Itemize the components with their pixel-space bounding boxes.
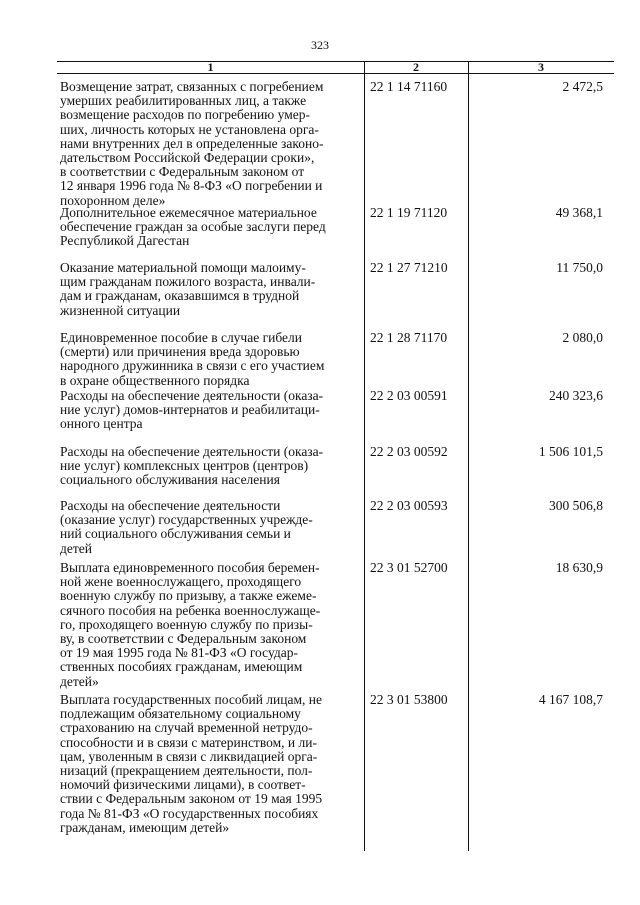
budget-code: 22 1 28 71170: [370, 330, 448, 345]
amount-value: 2 472,5: [562, 79, 603, 94]
description-line: умерших реабилитированных лиц, а также: [60, 93, 307, 109]
description-line: гражданам, имеющим детей»: [60, 819, 230, 835]
item-description: [60, 80, 360, 208]
table-header-rule: [57, 73, 614, 74]
budget-code: 22 1 27 71210: [370, 260, 448, 275]
item-description: [60, 206, 360, 249]
description-line: ших, личность которых не установлена орга-: [60, 121, 319, 137]
description-line: обеспечение граждан за особые заслуги перед: [60, 219, 326, 235]
description-line: го, проходящего военную службу по призы-: [60, 616, 313, 632]
description-line: детей»: [60, 673, 99, 689]
amount-value: 240 323,6: [549, 388, 603, 403]
description-line: низаций (прекращением деятельности, пол-: [60, 763, 313, 779]
description-line: ственных пособиях гражданам, имеющим: [60, 659, 303, 675]
description-line: Возмещение затрат, связанных с погребением: [60, 79, 324, 94]
budget-code: 22 1 14 71160: [370, 79, 448, 94]
description-line: способности и в связи с материнством, и ли-: [60, 734, 317, 750]
amount-value: 1 506 101,5: [538, 444, 603, 459]
amount-value: 49 368,1: [555, 205, 603, 220]
budget-code: 22 3 01 52700: [370, 560, 448, 575]
description-line: возмещение расходов по погребению умер-: [60, 107, 310, 123]
budget-code: 22 2 03 00593: [370, 498, 448, 513]
amount-value: 11 750,0: [556, 260, 603, 275]
description-line: социального обслуживания населения: [60, 472, 280, 488]
description-line: в соответствии с Федеральным законом от: [60, 164, 305, 180]
amount-value: 18 630,9: [555, 560, 603, 575]
column-divider-1: [364, 61, 365, 851]
description-line: подлежащим обязательному социальному: [60, 706, 301, 722]
description-line: цам, уволенным в связи с ликвидацией орга-: [60, 748, 318, 764]
description-line: ной жене военнослужащего, проходящего: [60, 574, 302, 590]
item-description: [60, 693, 360, 835]
description-line: сячного пособия на ребенка военнослужаще-: [60, 602, 321, 618]
description-line: Расходы на обеспечение деятельности (оказа-: [60, 388, 324, 403]
amount-value: 4 167 108,7: [538, 692, 603, 707]
description-line: Выплата государственных пособий лицам, не: [60, 692, 322, 707]
description-line: Единовременное пособие в случае гибели: [60, 330, 302, 345]
description-line: детей: [60, 540, 92, 556]
amount-value: 2 080,0: [562, 330, 603, 345]
description-line: Оказание материальной помощи малоиму-: [60, 260, 306, 275]
description-line: года № 81-ФЗ «О государственных пособиях: [60, 805, 319, 821]
budget-code: 22 3 01 53800: [370, 692, 448, 707]
item-description: [60, 331, 360, 388]
description-line: онного центра: [60, 416, 143, 432]
description-line: дам и гражданам, оказавшимся в трудной: [60, 288, 300, 304]
column-header-1: 1: [207, 60, 214, 74]
description-line: Расходы на обеспечение деятельности (оказа-: [60, 444, 324, 459]
description-line: щим гражданам пожилого возраста, инвали-: [60, 274, 316, 290]
budget-code: 22 1 19 71120: [370, 205, 448, 220]
column-header-3: 3: [538, 60, 544, 74]
description-line: в охране общественного порядка: [60, 372, 250, 388]
amount-value: 300 506,8: [549, 498, 603, 513]
description-line: ствии с Федеральным законом от 19 мая 1995: [60, 791, 323, 807]
budget-code: 22 2 03 00592: [370, 444, 448, 459]
description-line: народного дружинника в связи с его участием: [60, 358, 325, 374]
description-line: от 19 мая 1995 года № 81-ФЗ «О государ-: [60, 645, 298, 661]
budget-code: 22 2 03 00591: [370, 388, 448, 403]
description-line: ние услуг) домов-интернатов и реабилитаци-: [60, 402, 320, 418]
description-line: ву, в соответствии с Федеральным законом: [60, 631, 307, 647]
description-line: Расходы на обеспечение деятельности: [60, 498, 281, 513]
item-description: [60, 561, 360, 689]
description-line: нами внутренних дел в определенные законо-: [60, 135, 324, 151]
description-line: ние услуг) комплексных центров (центров): [60, 458, 309, 474]
item-description: [60, 389, 360, 432]
description-line: страхованию на случай временной нетрудо-: [60, 720, 313, 736]
description-line: Республикой Дагестан: [60, 233, 190, 249]
description-line: (оказание услуг) государственных учрежде-: [60, 512, 313, 528]
description-line: дательством Российской Федерации сроки»,: [60, 150, 315, 166]
budget-table: [57, 61, 614, 851]
description-line: Выплата единовременного пособия беремен-: [60, 560, 320, 575]
column-header-2: 2: [413, 60, 419, 74]
description-line: 12 января 1996 года № 8-ФЗ «О погребении и: [60, 178, 323, 194]
item-description: [60, 499, 360, 556]
page-number: 323: [311, 38, 329, 52]
description-line: Дополнительное ежемесячное материальное: [60, 205, 317, 220]
item-description: [60, 261, 360, 318]
description-line: номочий физическими лицами), в соответ-: [60, 777, 306, 793]
description-line: похоронном деле»: [60, 192, 166, 208]
description-line: (смерти) или причинения вреда здоровью: [60, 344, 300, 360]
description-line: жизненной ситуации: [60, 302, 181, 318]
item-description: [60, 445, 360, 488]
description-line: военную службу по призыву, а также ежеме-: [60, 588, 317, 604]
description-line: ний социального обслуживания семьи и: [60, 526, 291, 542]
